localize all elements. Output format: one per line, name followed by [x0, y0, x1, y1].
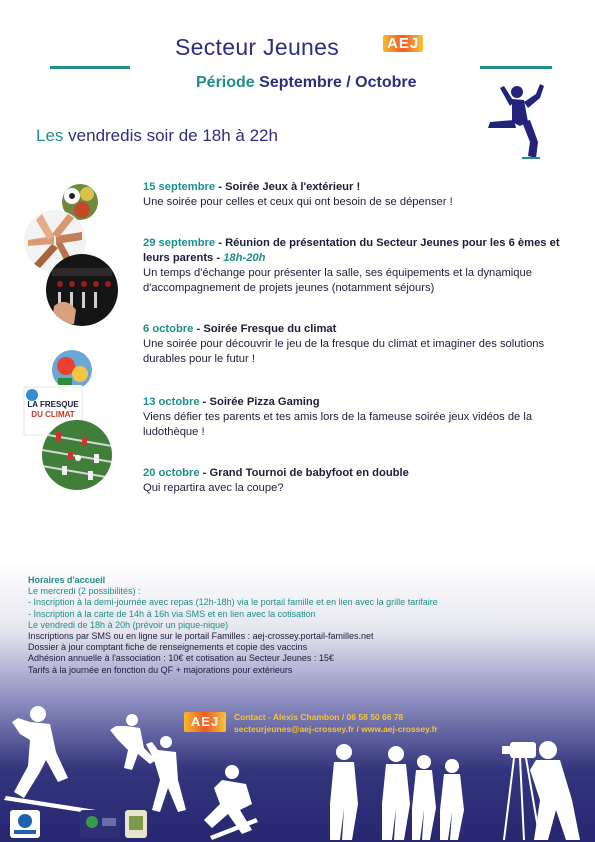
event-item-1	[143, 180, 588, 210]
event-description: Une soirée pour celles et ceux qui ont besoin de se dépenser !	[143, 196, 453, 208]
header-rule-left	[50, 66, 130, 69]
contact-person: Contact - Alexis Chambon / 06 58 50 66 78	[234, 712, 404, 722]
opening-hours-block	[28, 575, 548, 676]
event-item-5	[143, 466, 588, 496]
event-date: 13 octobre	[143, 396, 200, 408]
event-headline	[143, 395, 588, 410]
event-date: 15 septembre	[143, 181, 216, 193]
event-item-2	[143, 236, 588, 296]
header-rule-right	[480, 66, 552, 69]
schedule-hours: vendredis soir de 18h à 22h	[68, 126, 278, 145]
schedule-heading	[36, 126, 278, 146]
event-description: Viens défier tes parents et tes amis lors de la fameuse soirée jeux vidéos de la ludothèque !	[143, 411, 533, 438]
period-prefix: Période	[196, 74, 255, 91]
info-line: Le mercredi (2 possibilités) :	[28, 586, 141, 597]
event-headline	[143, 322, 588, 337]
mixing-console-photo	[46, 254, 118, 326]
info-line: - Inscription à la carte de 14h à 16h via SMS et en lien avec la cotisation	[28, 608, 316, 619]
event-name: Soirée Pizza Gaming	[209, 396, 320, 408]
partner-logo	[125, 810, 147, 838]
period-heading	[196, 74, 417, 92]
info-line: Inscriptions par SMS ou en ligne sur le portail Familles : aej-crossey.portail-familles.net	[28, 631, 374, 642]
event-date: 6 octobre	[143, 323, 194, 335]
event-time: 18h-20h	[223, 252, 266, 264]
fresque-line2: DU CLIMAT	[31, 410, 75, 419]
runner-silhouette-icon	[484, 82, 556, 160]
event-name: Soirée Fresque du climat	[203, 323, 337, 335]
aej-logo-footer: AEJ	[184, 712, 226, 732]
schedule-prefix: Les	[36, 126, 64, 145]
event-name: Réunion de présentation du Secteur Jeunes pour les 6 èmes et leurs parents -	[143, 237, 560, 264]
flyer-title: Secteur Jeunes	[175, 34, 340, 60]
event-separator: -	[215, 237, 226, 249]
info-line: Dossier à jour comptant fiche de renseignements et copie des vaccins	[28, 642, 308, 653]
event-separator: -	[215, 181, 226, 193]
info-line: - Inscription à la demi-journée avec repas (12h-18h) via le portail famille et en lien avec la grille tarifaire	[28, 597, 438, 608]
babyfoot-photo	[42, 420, 112, 490]
event-headline	[143, 466, 588, 481]
aej-logo-small: AEJ	[383, 35, 423, 52]
contact-links[interactable]: secteurjeunes@aej-crossey.fr / www.aej-crossey.fr	[234, 724, 438, 734]
caf-logo	[10, 810, 40, 838]
event-headline	[143, 180, 588, 195]
event-separator: -	[193, 323, 204, 335]
event-description: Qui repartira avec la coupe?	[143, 482, 284, 494]
commune-logo	[80, 810, 120, 838]
fresque-line1: LA FRESQUE	[27, 400, 79, 409]
info-line: Adhésion annuelle à l'association : 10€ et cotisation au Secteur Jeunes : 15€	[28, 653, 334, 664]
info-line: Tarifs à la journée en fonction du QF + majorations pour extérieurs	[28, 664, 293, 675]
event-name: Soirée Jeux à l'extérieur !	[225, 181, 361, 193]
event-description: Une soirée pour découvrir le jeu de la fresque du climat et imaginer des solutions durables pour le futur !	[143, 338, 545, 365]
event-item-4	[143, 395, 588, 440]
pizza-gaming-photo	[52, 350, 92, 390]
event-headline	[143, 236, 588, 266]
event-separator: -	[199, 396, 210, 408]
contact-block	[234, 711, 438, 735]
opening-hours-heading: Horaires d'accueil	[28, 575, 106, 585]
event-description: Un temps d'échange pour présenter la salle, ses équipements et la dynamique d'accompagnement de projets jeunes (notamment séjours)	[143, 267, 532, 294]
event-date: 20 octobre	[143, 467, 200, 479]
event-item-3	[143, 322, 588, 367]
event-name: Grand Tournoi de babyfoot en double	[209, 467, 409, 479]
event-date: 29 septembre	[143, 237, 216, 249]
info-line: Le vendredi de 18h à 20h (prévoir un pique-nique)	[28, 619, 229, 630]
event-separator: -	[199, 467, 210, 479]
period-months: Septembre / Octobre	[259, 74, 417, 91]
